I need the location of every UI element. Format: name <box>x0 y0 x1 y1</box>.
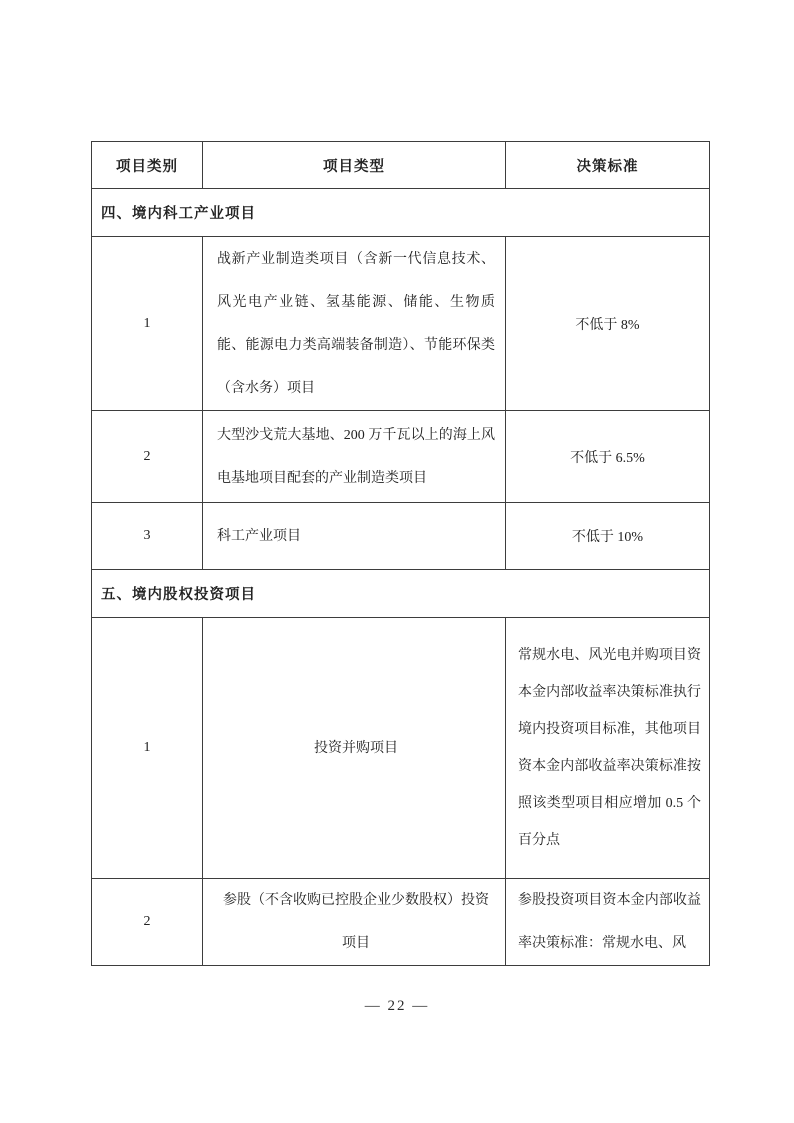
row-type: 战新产业制造类项目（含新一代信息技术、风光电产业链、氢基能源、储能、生物质能、能源电力类高端装备制造）、节能环保类（含水务）项目 <box>203 237 506 411</box>
row-category: 3 <box>92 503 203 570</box>
row-standard: 不低于 10% <box>506 503 710 570</box>
row-standard: 参股投资项目资本金内部收益率决策标准：常规水电、风 <box>506 879 710 966</box>
table-row <box>92 237 710 411</box>
row-category: 1 <box>92 618 203 879</box>
section-row-4 <box>92 189 710 237</box>
row-standard: 不低于 6.5% <box>506 411 710 503</box>
section-title-4: 四、境内科工产业项目 <box>92 189 710 237</box>
page-number: — 22 — <box>364 998 430 1014</box>
row-type: 大型沙戈荒大基地、200 万千瓦以上的海上风电基地项目配套的产业制造类项目 <box>203 411 506 503</box>
table-row <box>92 879 710 966</box>
decision-standards-table <box>91 141 710 966</box>
section-title-5: 五、境内股权投资项目 <box>92 570 710 618</box>
row-category: 2 <box>92 411 203 503</box>
table-header-row <box>92 142 710 189</box>
header-decision-standard: 决策标准 <box>506 142 710 189</box>
row-type: 参股（不含收购已控股企业少数股权）投资项目 <box>203 879 506 966</box>
row-category: 2 <box>92 879 203 966</box>
row-type: 投资并购项目 <box>203 618 506 879</box>
section-row-5 <box>92 570 710 618</box>
table-row <box>92 618 710 879</box>
table-row <box>92 411 710 503</box>
row-category: 1 <box>92 237 203 411</box>
row-type: 科工产业项目 <box>203 503 506 570</box>
row-standard: 不低于 8% <box>506 237 710 411</box>
header-project-type: 项目类型 <box>203 142 506 189</box>
table-row <box>92 503 710 570</box>
header-project-category: 项目类别 <box>92 142 203 189</box>
row-standard: 常规水电、风光电并购项目资本金内部收益率决策标准执行境内投资项目标准，其他项目资本金内部收益率决策标准按照该类型项目相应增加 0.5 个百分点 <box>506 618 710 879</box>
